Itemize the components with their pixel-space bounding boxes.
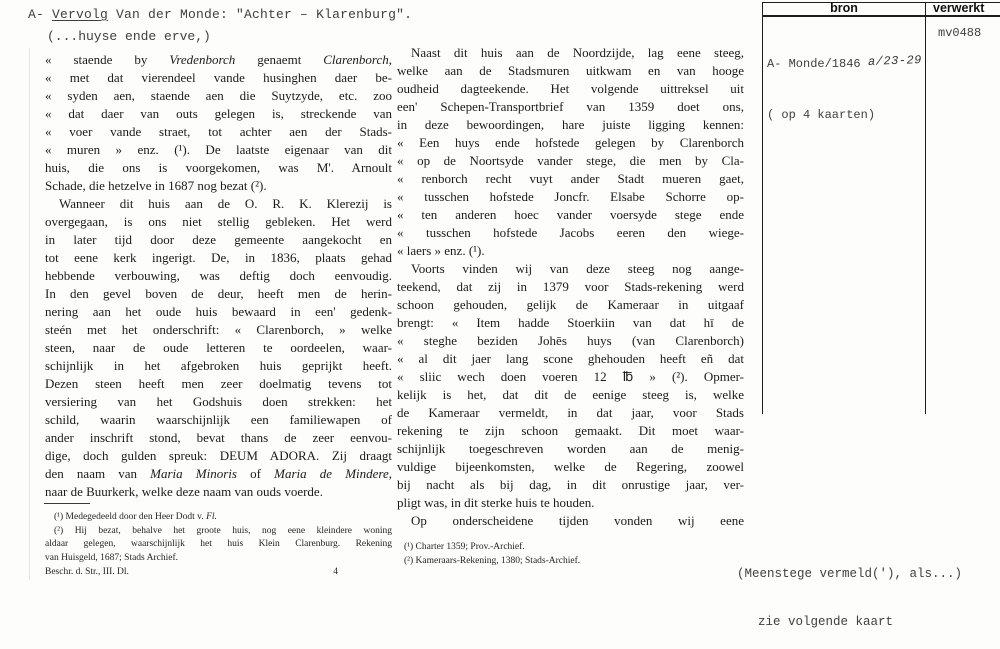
text-line: (¹) Medegedeeld door den Heer Dodt v. Fl. <box>54 512 217 522</box>
text-line: naar de Buurkerk, welke deze naam van ouds voerde. <box>45 484 323 499</box>
text-line: Wanneer dit huis aan de O. R. K. Klerezij is <box>59 196 392 211</box>
text-line: van Huisgeld, 1687; Stads Archief. <box>45 552 178 563</box>
text-line: in later tijd door deze gemeente aangekocht en <box>45 232 392 247</box>
title-underlined-word: Vervolg <box>52 7 109 22</box>
text-line: tot eene kerk ingerigt. De, in 1836, plaats gehad <box>45 250 392 265</box>
text-line: (²) Hij bezat, behalve het groote huis, nog eene kleindere woning <box>54 525 392 536</box>
text-line: « tusschen hofstede Joncfr. Elsabe Schorre op- <box>397 189 744 204</box>
bottom-note <box>737 534 962 649</box>
text-line: steen, naar de oude letteren te oordeelen, waar- <box>45 340 392 355</box>
text-line: « muren » enz. (¹). De laatste eigenaar van dit <box>45 142 392 157</box>
table-vertical-line-left <box>762 2 763 414</box>
text-line: Op onderscheidene tijden vonden wij eene <box>411 513 744 528</box>
table-vertical-line-middle <box>925 2 926 414</box>
text-line: « staende by Vredenborch genaemt Clarenborch, <box>45 52 392 67</box>
bottom-note-line1: (Meenstege vermeld('), als...) <box>737 567 963 581</box>
bottom-note-line2: zie volgende kaart <box>758 615 894 629</box>
text-line: Naast dit huis aan de Noordzijde, lag eene steeg, <box>411 45 744 60</box>
right-footnotes <box>395 541 742 568</box>
text-line: aldaar gelegen, waarschijnlijk het huis Klein Clarenburg. Rekening <box>45 539 392 549</box>
book-signature: Beschr. d. Str., III. Dl. <box>45 567 129 577</box>
text-line: oudheid dagteekende. Het volgende uittreksel uit <box>397 81 744 96</box>
text-line: « tusschen hofstede Jacobs eeren den wiege- <box>397 225 744 240</box>
bron-cell <box>767 22 922 158</box>
text-line: schild, waarin waarschijnlijk een familiewapen of <box>45 412 392 427</box>
text-line: overgegaan, is ons niet stellig gebleken. Het werd <box>45 214 392 229</box>
text-line: « ten anderen hoec vander voersyde stege ende <box>397 207 744 222</box>
text-line: welke aan de Stadsmuren uitkwam en van hooge <box>397 63 744 78</box>
sheet-number: 4 <box>333 567 338 577</box>
text-line: (²) Kameraars-Rekening, 1380; Stads-Archief. <box>404 555 581 566</box>
text-line: de Kameraar vermeldt, in dat jaar, voor Stads <box>397 405 744 420</box>
text-line: « laers » enz. (¹). <box>397 243 485 258</box>
card-title <box>28 7 412 22</box>
text-line: « Een huys ende hofstede gelegen by Clarenborch <box>397 135 744 150</box>
text-line: dige, doch gulden spreuk: DEUM ADORA. Zij draagt <box>45 448 392 463</box>
bron-typed-text: A- Monde/1846 <box>767 57 868 71</box>
signature-line <box>45 567 338 577</box>
text-line: rekening te zijn schoon gemaakt. Dit moet waar- <box>397 423 744 438</box>
text-line: « al dit jaer lang scone ghehouden heeft eñ dat <box>397 351 744 366</box>
text-line: schijnlijk toegeschreven worden aan de menig- <box>397 441 744 456</box>
bron-handwritten-pages: a/23-29 <box>867 53 922 69</box>
text-line: « voer vande straet, tot achter aen der Stads- <box>45 124 392 139</box>
text-line: bij nacht als bij dag, in dit onrustige jaar, ver- <box>397 477 744 492</box>
text-line: hebbende verbouwing, was deftig doch eenvoudig. <box>45 268 392 283</box>
footnote-rule <box>44 503 90 504</box>
text-line: brengt: « Item hadde Stoerkiin van dat hī de <box>397 315 744 330</box>
text-line: in deze bewoordingen, hare juiste ligging kennen: <box>397 117 744 132</box>
bron-source-line <box>767 53 922 73</box>
right-text-column <box>397 44 744 530</box>
card-subtitle: (...huyse ende erve,) <box>47 29 211 44</box>
text-line: schijnlijk in het afgebroken huis geprijkt heeft. <box>45 358 392 373</box>
text-line: « op de Noortsyde vander stege, die men by Cla- <box>397 153 744 168</box>
text-line: den naam van Maria Minoris of Maria de Mindere, <box>45 466 392 481</box>
text-line: « renborch recht vuyt ander Stadt mueren gaet, <box>397 171 744 186</box>
text-line: steén met het onderschrift: « Clarenborch, » welke <box>45 322 392 337</box>
text-line: « met dat vierendeel vande husinghen daer be- <box>45 70 392 85</box>
text-line: ander inschrift stond, bevat thans de zeer eenvou- <box>45 430 392 445</box>
text-line: (¹) Charter 1359; Prov.-Archief. <box>404 542 525 552</box>
column-header-verwerkt: verwerkt <box>933 1 985 15</box>
text-line: Schade, die hetzelve in 1687 nog bezat (²). <box>45 178 267 193</box>
text-line: vuldige bijeenkomsten, welke de Regering, zoowel <box>397 459 744 474</box>
text-line: « sliic wech doen voeren 12 ℔ » (²). Opmer- <box>397 369 744 384</box>
text-line: huis, die ons is voorgekomen, was M'. Arnoult <box>45 160 392 175</box>
text-line: versiering van het Godshuis doen strekken: het <box>45 394 392 409</box>
text-line: pligt was, in dit sterke huis te houden. <box>397 495 595 510</box>
text-line: « dat daer van outs gelegen is, streckende van <box>45 106 392 121</box>
bron-cards-note: ( op 4 kaarten) <box>767 108 876 122</box>
text-line: schoon gehouden, gelijk de Kameraar in uitgaaf <box>397 297 744 312</box>
text-line: Dezen steen heeft men zeer doelmatig tevens tot <box>45 376 392 391</box>
verwerkt-cell: mv0488 <box>938 26 982 40</box>
text-line: Voorts vinden wij van deze steeg nog aange- <box>411 261 744 276</box>
text-line: « syden aen, staende aen die Suytzyde, etc. zoo <box>45 88 392 103</box>
table-header-underline <box>762 15 1000 17</box>
text-line: teekend, dat zij in 1379 voor Stads-rekening werd <box>397 279 744 294</box>
text-line: een' Schepen-Transportbrief van 1359 doet ons, <box>397 99 744 114</box>
text-line: In den gevel boven de deur, heeft men de herin- <box>45 286 392 301</box>
left-footnotes <box>45 511 392 565</box>
column-header-bron: bron <box>830 1 858 15</box>
left-text-column <box>45 51 392 501</box>
page-edge-scan-line <box>29 48 30 580</box>
text-line: « steghe beziden Johēs huys (van Clarenborch) <box>397 333 744 348</box>
text-line: kelijk is het, dat dit de eenige steeg is, welke <box>397 387 744 402</box>
text-line: nering aan het oude huis bewaard in een' gedenk- <box>45 304 392 319</box>
title-prefix: A- <box>28 7 53 22</box>
title-rest: Van der Monde: "Achter – Klarenburg". <box>108 7 413 22</box>
